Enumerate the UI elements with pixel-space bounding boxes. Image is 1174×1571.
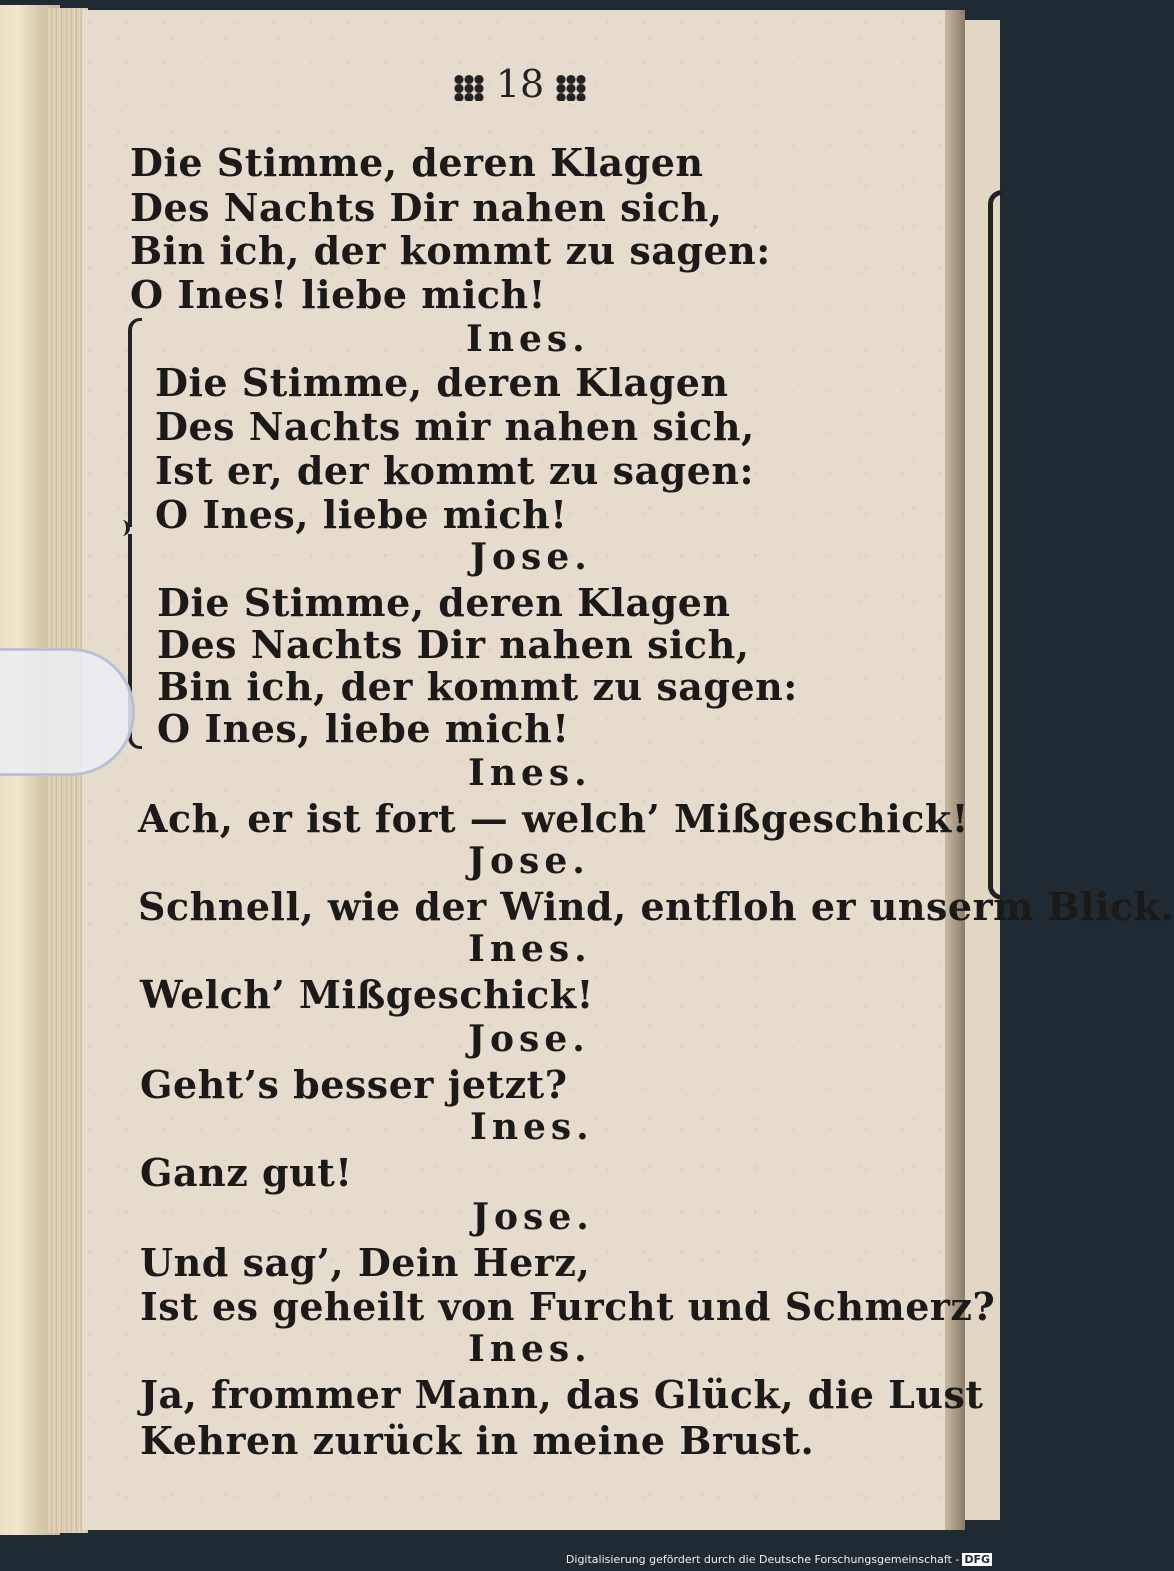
verse-line: Ach, er ist fort — welch’ Mißgeschick! xyxy=(138,796,969,841)
verse-line: Die Stimme, deren Klagen xyxy=(157,580,731,625)
verse-line: Des Nachts Dir nahen sich, xyxy=(130,185,723,230)
page-number: 18 xyxy=(495,62,545,106)
verse-line: Die Stimme, deren Klagen xyxy=(130,140,704,185)
speaker-name: Ines. xyxy=(468,752,592,794)
verse-line: Des Nachts Dir nahen sich, xyxy=(157,622,750,667)
speaker-name: Jose. xyxy=(472,1196,594,1238)
verse-line: Ist er, der kommt zu sagen: xyxy=(155,448,755,493)
speaker-name: Jose. xyxy=(468,840,590,882)
verse-line: Ist es geheilt von Furcht und Schmerz? xyxy=(140,1284,996,1329)
verse-line: O Ines! liebe mich! xyxy=(130,272,546,317)
ornament-right-icon xyxy=(556,75,586,101)
verse-line: Welch’ Mißgeschick! xyxy=(140,972,594,1017)
speaker-name: Ines. xyxy=(466,318,590,360)
verse-line: O Ines, liebe mich! xyxy=(157,706,570,751)
verse-line: Die Stimme, deren Klagen xyxy=(155,360,729,405)
page-header xyxy=(420,62,620,112)
verse-line: Geht’s besser jetzt? xyxy=(140,1062,568,1107)
verse-line: Ja, frommer Mann, das Glück, die Lust xyxy=(140,1372,984,1417)
verse-line: Des Nachts mir nahen sich, xyxy=(155,404,755,449)
facing-page-brace xyxy=(988,190,1002,900)
speaker-name: Ines. xyxy=(468,1328,592,1370)
footer-credit-text: Digitalisierung gefördert durch die Deutsche Forschungsgemeinschaft - xyxy=(565,1553,960,1566)
verse-line: Schnell, wie der Wind, entfloh er unserm Blick. xyxy=(138,884,1174,929)
verse-line: O Ines, liebe mich! xyxy=(155,492,568,537)
dfg-logo: DFG xyxy=(964,1553,990,1566)
verse-line: Und sag’, Dein Herz, xyxy=(140,1240,591,1285)
plastic-page-clip xyxy=(0,648,135,776)
bracket-upper xyxy=(128,318,142,527)
speaker-name: Ines. xyxy=(470,1106,594,1148)
speaker-name: Jose. xyxy=(468,1018,590,1060)
verse-line: Bin ich, der kommt zu sagen: xyxy=(130,228,771,273)
speaker-name: Jose. xyxy=(470,536,592,578)
footer-credit xyxy=(566,1553,992,1566)
verse-line: Kehren zurück in meine Brust. xyxy=(140,1418,815,1463)
verse-line: Ganz gut! xyxy=(140,1150,353,1195)
speaker-name: Ines. xyxy=(468,928,592,970)
verse-line: Bin ich, der kommt zu sagen: xyxy=(157,664,798,709)
ornament-left-icon xyxy=(454,75,484,101)
